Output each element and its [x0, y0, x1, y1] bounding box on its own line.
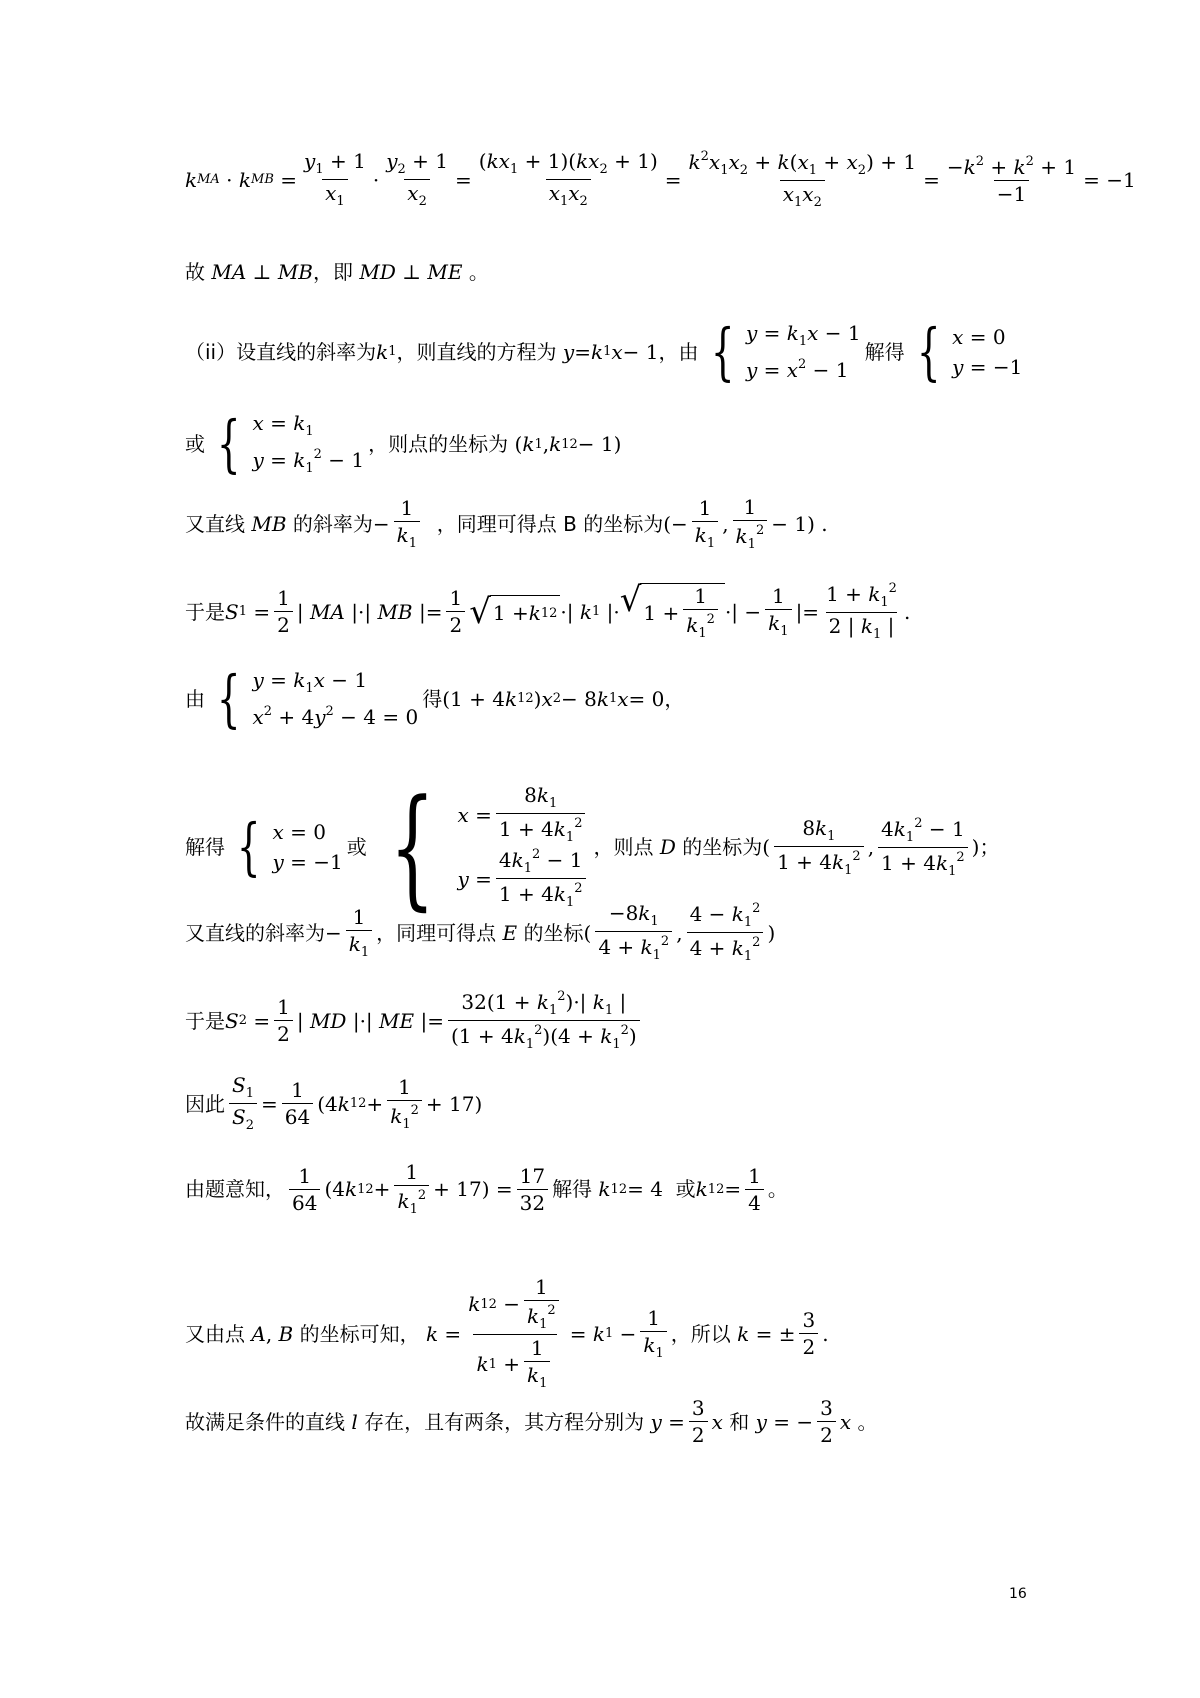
text-suoyi: ，所以: [670, 1321, 731, 1346]
text-zedian: ，则点: [593, 835, 654, 859]
text-semicolon: ；: [979, 835, 1000, 859]
equation-k-value: 又由点 A , B 的坐标可知， k = k 1 2 − $\frac{1}{k_1^2}$ k 1 + $\frac{1}{k_1}$ = k 1 − $\frac{1}{k_1}$ ，所以 k = ± $\frac{3}{2}$ .: [185, 1275, 829, 1391]
point-b-coordinates: 又直线 MB 的斜率为 − $\frac{1}{k_1}$ ，同理可得点 B 的坐标为 (− $\frac{1}{k_1}$ , $\frac{1}{k_1^2}$ − 1) .: [185, 495, 828, 552]
text-part-ii: （ii）设直线的斜率为: [185, 339, 377, 364]
text-end-period-2: 。: [767, 1177, 788, 1201]
text-line-eq: ，则直线的方程为: [396, 339, 557, 364]
text-you-zhixian: 又直线: [185, 512, 245, 536]
text-xielv-2: 又直线的斜率为: [185, 920, 325, 945]
text-huo-2: 或: [346, 835, 367, 859]
text-jiede-2: 解得: [185, 835, 225, 859]
text-youyoudian: 又由点: [185, 1321, 245, 1346]
text-gumanzu: 故满足条件的直线: [185, 1409, 345, 1434]
text-ji: ，即: [313, 260, 353, 284]
text-tongli-b: ，同理可得点 B 的坐标为: [436, 512, 664, 536]
text-xielv: 的斜率为: [292, 512, 373, 536]
system-line-ellipse-braces: { $y = k_1x - 1$ $x^2 + 4y^2 - 4 = 0$: [216, 661, 419, 735]
part-ii-intro: （ii）设直线的斜率为 k 1 ，则直线的方程为 y = k 1 x − 1 ，由 { $y = k_1x - 1$ $y = x^2 - 1$ 解得 { x = 0 y = −1: [185, 314, 1023, 388]
text-you: ，由: [658, 339, 699, 364]
system-solution-origin-2: { x = 0 y = −1: [236, 810, 343, 884]
text-jiede: 解得: [864, 339, 905, 364]
system-solution-d: { x = $\frac{8k_1}{1 + 4k_1^2}$ y = $\frac{4k_1^2 - 1}{1 + 4k_1^2}$: [371, 785, 590, 909]
text-tiyi: 由题意知，: [185, 1177, 285, 1201]
text-jiede-3: 解得: [552, 1177, 593, 1201]
system-line-ellipse: 由 { $y = k_1x - 1$ $x^2 + 4y^2 - 4 = 0$ 得 (1 + 4 k 1 2 ) x 2 − 8 k 1 x = 0 ，: [185, 661, 685, 735]
text-kezhi: 的坐标可知，: [299, 1321, 420, 1346]
text-yinci: 因此: [185, 1091, 225, 1116]
text-yushi-2: 于是: [185, 1008, 225, 1033]
text-cunzai: 存在，且有两条，其方程分别为: [364, 1409, 645, 1434]
text-zuobiaowei: 的坐标为: [682, 835, 763, 859]
equation-solve-k: 由题意知， $\frac{1}{64}$ (4 k 1 2 + $\frac{1}{k_1^2}$ + 17) = $\frac{17}{32}$ 解得 k 1 2 = 4 或 k 1 2 = $\frac{1}{4}$ 。: [185, 1160, 788, 1217]
system-solution-origin: { x = 0 y = −1: [916, 314, 1023, 388]
system-line-parabola: { $y = k_1x - 1$ $y = x^2 - 1$: [710, 314, 861, 388]
perpendicular-conclusion: 故 MA ⊥ MB ，即 MD ⊥ ME 。: [185, 260, 489, 284]
text-gu: 故: [185, 260, 205, 284]
text-zuobiao: 的坐标: [523, 920, 584, 945]
text-yushi: 于是: [185, 599, 225, 624]
text-tongli-e: ，同理可得点: [376, 920, 497, 945]
equation-s2: 于是 S 2 = $\frac{1}{2}$ | MD |·| ME |= $\frac{32(1 + k_1^2)\cdot| k_1 |}{(1 + 4k_1^2)(4 + k_1^2)}$: [185, 990, 644, 1051]
system-solution-a: { $x = k_1$ $y = k_1^2 - 1$: [216, 407, 365, 481]
equation-s1: 于是 S 1 = $\frac{1}{2}$ | MA |·| MB |= $\frac{1}{2}$ √ 1 + k 1 2 ·| k 1 |· √ 1 + $\frac{1}{k_1^2}$ ·| − $\frac{1}{k_1}$ |= $\frac{1 + k_1^2}{2 | k_1 |}$ .: [185, 580, 911, 642]
equation-slope-product: k MA · k MB = $\frac{y_1 + 1}{x_1}$ · $\frac{y_2 + 1}{x_2}$ = $\frac{(kx_1 + 1)(kx_2 + 1)}{x_1x_2}$ = $\frac{k^2x_1x_2 + k(x_1 + x_2) + 1}{x_1x_2}$ = $\frac{-k^2 + k^2 + 1}{-1}$ = −1: [185, 149, 1136, 210]
text-he: 和: [729, 1409, 750, 1434]
text-end-period: 。: [468, 260, 489, 284]
text-end-period-3: 。: [857, 1409, 878, 1434]
text-huo-3: 或: [675, 1177, 696, 1201]
text-point-coords: ，则点的坐标为: [368, 432, 509, 456]
text-huo: 或: [185, 432, 205, 456]
point-e-coordinates: 又直线的斜率为 − $\frac{1}{k_1}$ ，同理可得点 E 的坐标 ( $\frac{-8k_1}{4 + k_1^2}$ , $\frac{4 - k_1^2}{4 + k_1^2}$ ): [185, 901, 776, 964]
point-a-coordinates: 或 { $x = k_1$ $y = k_1^2 - 1$ ，则点的坐标为 ( k 1 , k 1 2 − 1): [185, 407, 622, 481]
text-de: 得: [422, 686, 443, 711]
final-conclusion: 故满足条件的直线 l 存在，且有两条，其方程分别为 y = $\frac{3}{2}$ x 和 y = − $\frac{3}{2}$ x 。: [185, 1396, 878, 1447]
text-comma: ，: [664, 686, 685, 711]
point-d-coordinates: 解得 { x = 0 y = −1 或 { x = $\frac{8k_1}{1 + 4k_1^2}$ y = $\frac{4k_1^2 - 1}{1 + 4k_1^2}$ ，则点 D 的坐标为 ( $\frac{8k_1}{1 + 4k_1^2}$ , $\frac{4k_1^2 - 1}{1 + 4k_1^2}$ ) ；: [185, 771, 1000, 923]
equation-ratio: 因此 $\frac{S_1}{S_2}$ = $\frac{1}{64}$ (4 k 1 2 + $\frac{1}{k_1^2}$ + 17): [185, 1073, 483, 1133]
text-you-2: 由: [185, 686, 205, 711]
page-number: 16: [1009, 1586, 1027, 1602]
